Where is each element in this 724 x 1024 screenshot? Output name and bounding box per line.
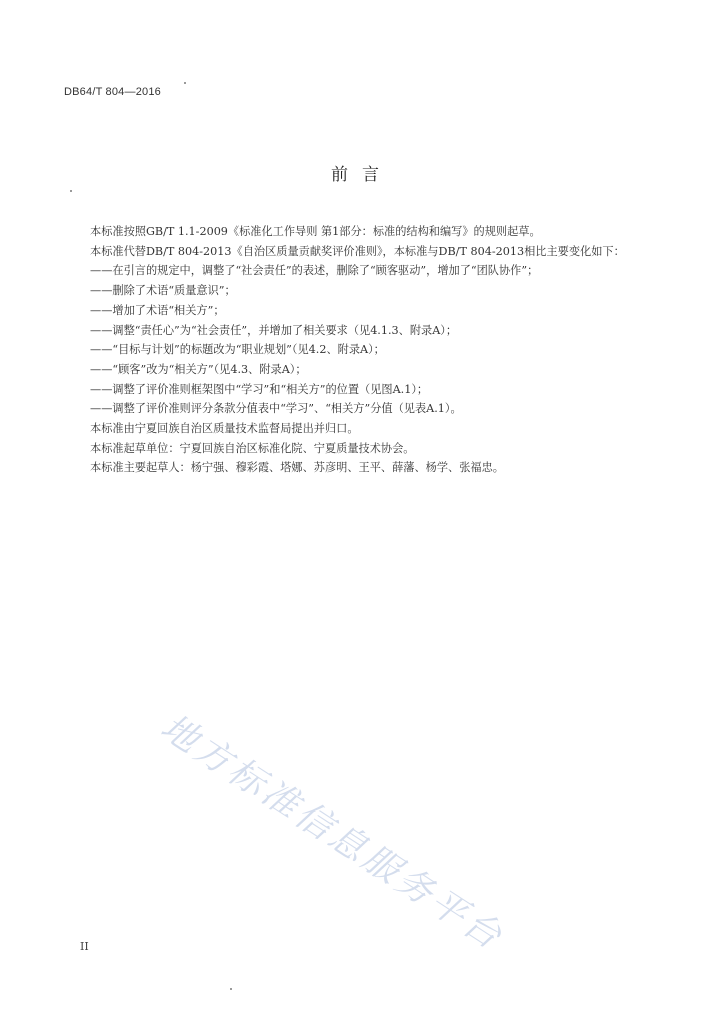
scan-speck <box>70 190 72 192</box>
scan-speck <box>230 988 232 990</box>
page-title: 前言 <box>331 165 393 185</box>
paragraph-drafting-rules: 本标准按照GB/T 1.1-2009《标准化工作导则 第1部分：标准的结构和编写》的规则起草。 <box>90 225 541 238</box>
change-item: ——调整“责任心”为“社会责任”，并增加了相关要求（见4.1.3、附录A）； <box>90 323 458 337</box>
paragraph-replacement: 本标准代替DB/T 804-2013《自治区质量贡献奖评价准则》，本标准与DB/T 804-2013相比主要变化如下： <box>90 244 625 258</box>
change-item: ——“目标与计划”的标题改为“职业规划”（见4.2、附录A）； <box>90 343 385 357</box>
scan-speck <box>184 82 186 84</box>
change-item: ——“顾客”改为“相关方”（见4.3、附录A）； <box>90 362 307 376</box>
foreword-content <box>64 222 664 478</box>
page-number: II <box>80 940 89 953</box>
change-item: ——增加了术语“相关方”； <box>90 303 225 317</box>
paragraph-drafters: 本标准主要起草人：杨宁强、穆彩霞、塔娜、苏彦明、王平、薛藩、杨学、张福忠。 <box>90 461 504 475</box>
paragraph-drafting-units: 本标准起草单位：宁夏回族自治区标准化院、宁夏质量技术协会。 <box>90 441 415 455</box>
change-item: ——调整了评价准则评分条款分值表中“学习”、“相关方”分值（见表A.1）。 <box>90 402 462 416</box>
paragraph-proposer: 本标准由宁夏回族自治区质量技术监督局提出并归口。 <box>90 422 359 436</box>
document-code: DB64/T 804—2016 <box>64 86 161 98</box>
change-item: ——删除了术语“质量意识”； <box>90 284 236 298</box>
change-item: ——调整了评价准则框架图中“学习”和“相关方”的位置（见图A.1）； <box>90 382 429 396</box>
change-item: ——在引言的规定中，调整了“社会责任”的表述，删除了“顾客驱动”，增加了“团队协作”； <box>90 264 539 278</box>
watermark: 地方标准信息服务平台 <box>153 706 512 959</box>
